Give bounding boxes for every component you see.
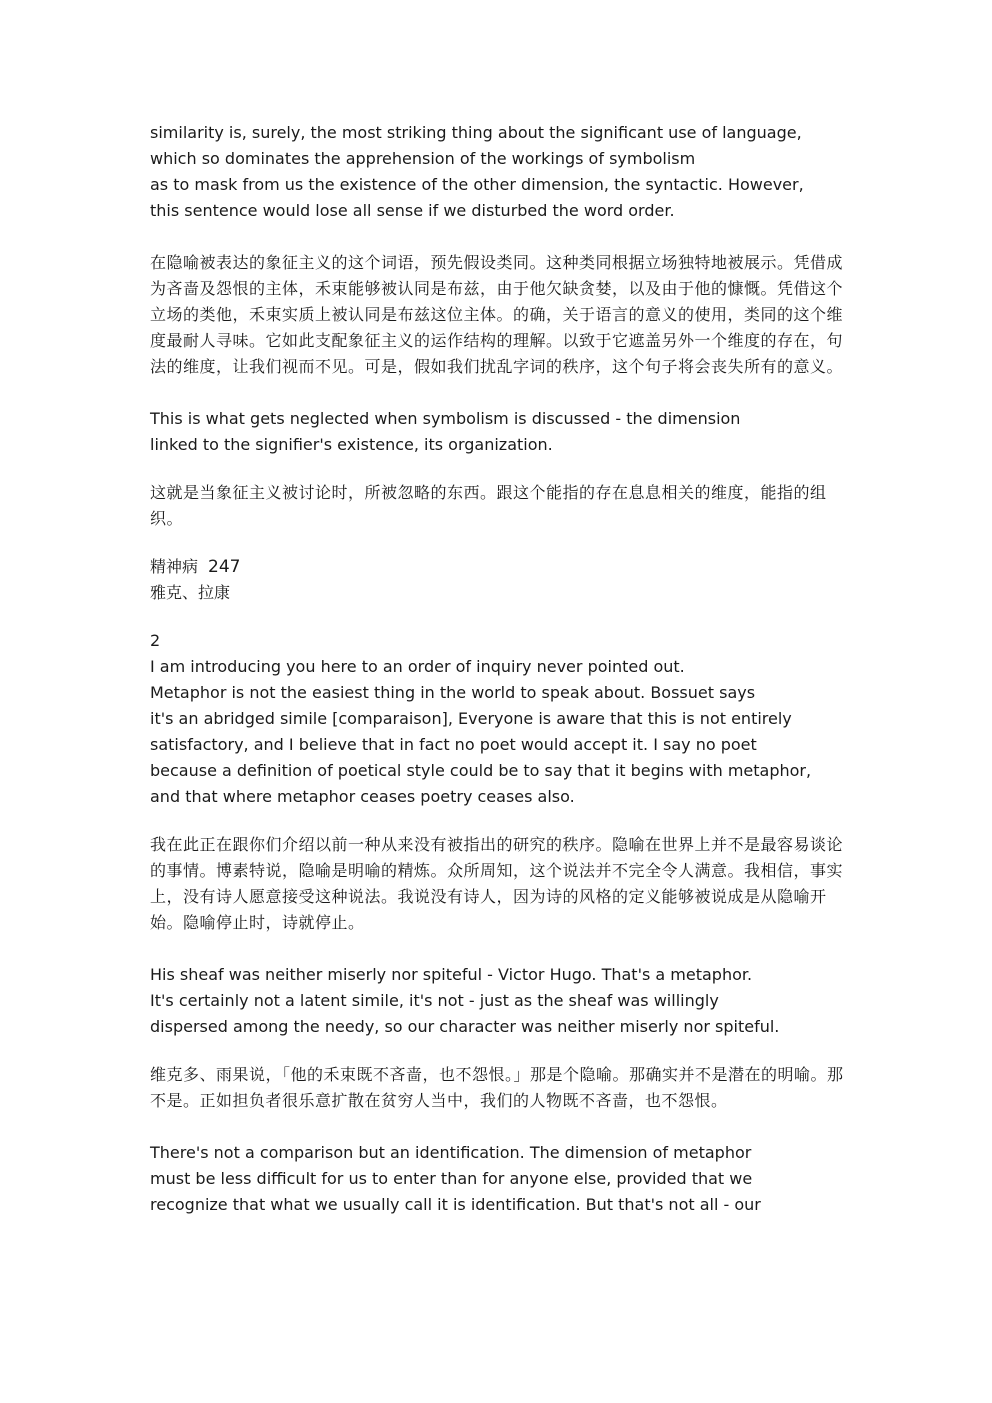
text-line: satisfactory, and I believe that in fact no poet would accept it. I say no poet <box>150 735 757 754</box>
text-line: There's not a comparison but an identification. The dimension of metaphor <box>150 1143 752 1162</box>
text-line: I am introducing you here to an order of inquiry never pointed out. <box>150 657 685 676</box>
text-line: This is what gets neglected when symbolism is discussed - the dimension <box>150 409 741 428</box>
book-title: 精神病 <box>150 557 199 576</box>
text-line: it's an abridged simile [comparaison], Everyone is aware that this is not entirely <box>150 709 792 728</box>
text-line: this sentence would lose all sense if we disturbed the word order. <box>150 201 675 220</box>
chinese-paragraph: 我在此正在跟你们介绍以前一种从来没有被指出的研究的秩序。隐喻在世界上并不是最容易谈论的事情。博素特说，隐喻是明喻的精炼。众所周知，这个说法并不完全令人满意。我相信，事实上，没有诗人愿意接受这种说法。我说没有诗人，因为诗的风格的定义能够被说成是从隐喻开始。隐喻停止时，诗就停止。 <box>150 835 844 932</box>
section-number: 2 <box>150 631 161 650</box>
text-line: which so dominates the apprehension of the workings of symbolism <box>150 149 696 168</box>
text-line: It's certainly not a latent simile, it's not - just as the sheaf was willingly <box>150 991 719 1010</box>
text-line: and that where metaphor ceases poetry ceases also. <box>150 787 575 806</box>
english-paragraph <box>150 654 850 810</box>
running-header <box>150 554 850 606</box>
chinese-paragraph: 在隐喻被表达的象征主义的这个词语，预先假设类同。这种类同根据立场独特地被展示。凭借成为吝啬及怨恨的主体，禾束能够被认同是布兹，由于他欠缺贪婪，以及由于他的慷慨。凭借这个立场的类他，禾束实质上被认同是布兹这位主体。的确，关于语言的意义的使用，类同的这个维度最耐人寻味。它如此支配象征主义的运作结构的理解。以致于它遮盖另外一个维度的存在，句法的维度，让我们视而不见。可是，假如我们扰乱字词的秩序，这个句子将会丧失所有的意义。 <box>150 253 844 376</box>
text-line: Metaphor is not the easiest thing in the world to speak about. Bossuet says <box>150 683 756 702</box>
text-line: as to mask from us the existence of the other dimension, the syntactic. However, <box>150 175 804 194</box>
author-name: 雅克、拉康 <box>150 583 231 602</box>
text-line: dispersed among the needy, so our character was neither miserly nor spiteful. <box>150 1017 780 1036</box>
english-paragraph <box>150 962 850 1040</box>
text-line: linked to the signifier's existence, its organization. <box>150 435 553 454</box>
text-line: recognize that what we usually call it is identification. But that's not all - our <box>150 1195 761 1214</box>
chinese-paragraph: 这就是当象征主义被讨论时，所被忽略的东西。跟这个能指的存在息息相关的维度，能指的组织。 <box>150 483 827 528</box>
text-line: similarity is, surely, the most striking thing about the significant use of language, <box>150 123 802 142</box>
page-number: 247 <box>208 557 241 577</box>
text-line: because a definition of poetical style could be to say that it begins with metaphor, <box>150 761 812 780</box>
text-line: must be less difficult for us to enter than for anyone else, provided that we <box>150 1169 753 1188</box>
english-paragraph <box>150 406 850 458</box>
document-page <box>150 120 850 1218</box>
english-paragraph <box>150 120 850 224</box>
text-line: His sheaf was neither miserly nor spiteful - Victor Hugo. That's a metaphor. <box>150 965 753 984</box>
chinese-paragraph: 维克多、雨果说，「他的禾束既不吝啬，也不怨恨。」那是个隐喻。那确实并不是潜在的明喻。那不是。正如担负者很乐意扩散在贫穷人当中，我们的人物既不吝啬，也不怨恨。 <box>150 1065 844 1110</box>
english-paragraph <box>150 1140 850 1218</box>
